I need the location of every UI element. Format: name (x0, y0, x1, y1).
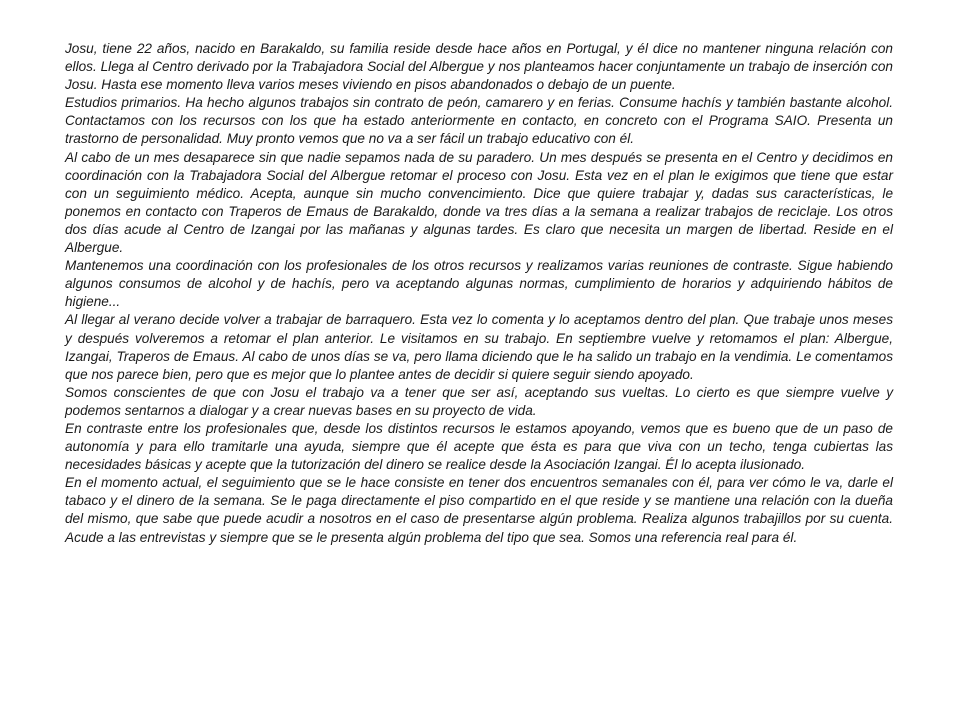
paragraph-8: En el momento actual, el seguimiento que se le hace consiste en tener dos encuentros semanales con él, para ver cómo le va, darle el tabaco y el dinero de la semana. Se le paga directamente el piso compartido en el que reside y se mantiene una relación con la dueña del mismo, que sabe que puede acudir a nosotros en el caso de presentarse algún problema. Realiza algunos trabajillos por su cuenta. Acude a las entrevistas y siempre que se le presenta algún problema del tipo que sea. Somos una referencia real para él. (65, 475, 893, 545)
paragraph-1: Josu, tiene 22 años, nacido en Barakaldo, su familia reside desde hace años en Portugal, y él dice no mantener ninguna relación con ellos. Llega al Centro derivado por la Trabajadora Social del Albergue y nos planteamos hacer conjuntamente un trabajo de inserción con Josu. Hasta ese momento lleva varios meses viviendo en pisos abandonados o debajo de un puente. (65, 41, 893, 93)
paragraph-6: Somos conscientes de que con Josu el trabajo va a tener que ser así, aceptando sus vueltas. Lo cierto es que siempre vuelve y podemos sentarnos a dialogar y a crear nuevas bases en su proyecto de vida. (65, 384, 893, 418)
paragraph-3: Al cabo de un mes desaparece sin que nadie sepamos nada de su paradero. Un mes después se presenta en el Centro y decidimos en coordinación con la Trabajadora Social del Albergue retomar el proceso con Josu. Esta vez en el plan le exigimos que tiene que estar con un seguimiento médico. Acepta, aunque sin mucho convencimiento. Dice que quiere trabajar y, dadas sus características, le ponemos en contacto con Traperos de Emaus de Barakaldo, donde va tres días a la semana a realizar trabajos de reciclaje. Los otros dos días acude al Centro de Izangai por las mañanas y algunas tardes. Es claro que necesita un margen de libertad. Reside en el Albergue. (65, 149, 893, 256)
paragraph-5: Al llegar al verano decide volver a trabajar de barraquero. Esta vez lo comenta y lo aceptamos dentro del plan. Que trabaje unos meses y después volveremos a retomar el plan anterior. Le visitamos en su trabajo. En septiembre vuelve y retomamos el plan: Albergue, Izangai, Traperos de Emaus. Al cabo de unos días se va, pero llama diciendo que le ha salido un trabajo en la vendimia. Le comentamos que nos parece bien, pero que es mejor que lo plantee antes de decidir si quiere seguir siendo apoyado. (65, 312, 893, 382)
paragraph-7: En contraste entre los profesionales que, desde los distintos recursos le estamos apoyando, vemos que es bueno que de un paso de autonomía y para ello tramitarle una ayuda, siempre que él acepte que ésta es para que viva con un techo, tenga cubiertas las necesidades básicas y acepte que la tutorización del dinero se realice desde la Asociación Izangai. Él lo acepta ilusionado. (65, 420, 893, 473)
case-narrative-text (65, 40, 893, 547)
paragraph-2: Estudios primarios. Ha hecho algunos trabajos sin contrato de peón, camarero y en ferias. Consume hachís y también bastante alcohol. Contactamos con los recursos con los que ha estado anteriormente en contacto, en concreto con el Programa SAIO. Presenta un trastorno de personalidad. Muy pronto vemos que no va a ser fácil un trabajo educativo con él. (65, 95, 893, 147)
paragraph-4: Mantenemos una coordinación con los profesionales de los otros recursos y realizamos varias reuniones de contraste. Sigue habiendo algunos consumos de alcohol y de hachís, pero va aceptando algunas normas, cumplimiento de horarios y adquiriendo hábitos de higiene... (65, 258, 893, 310)
